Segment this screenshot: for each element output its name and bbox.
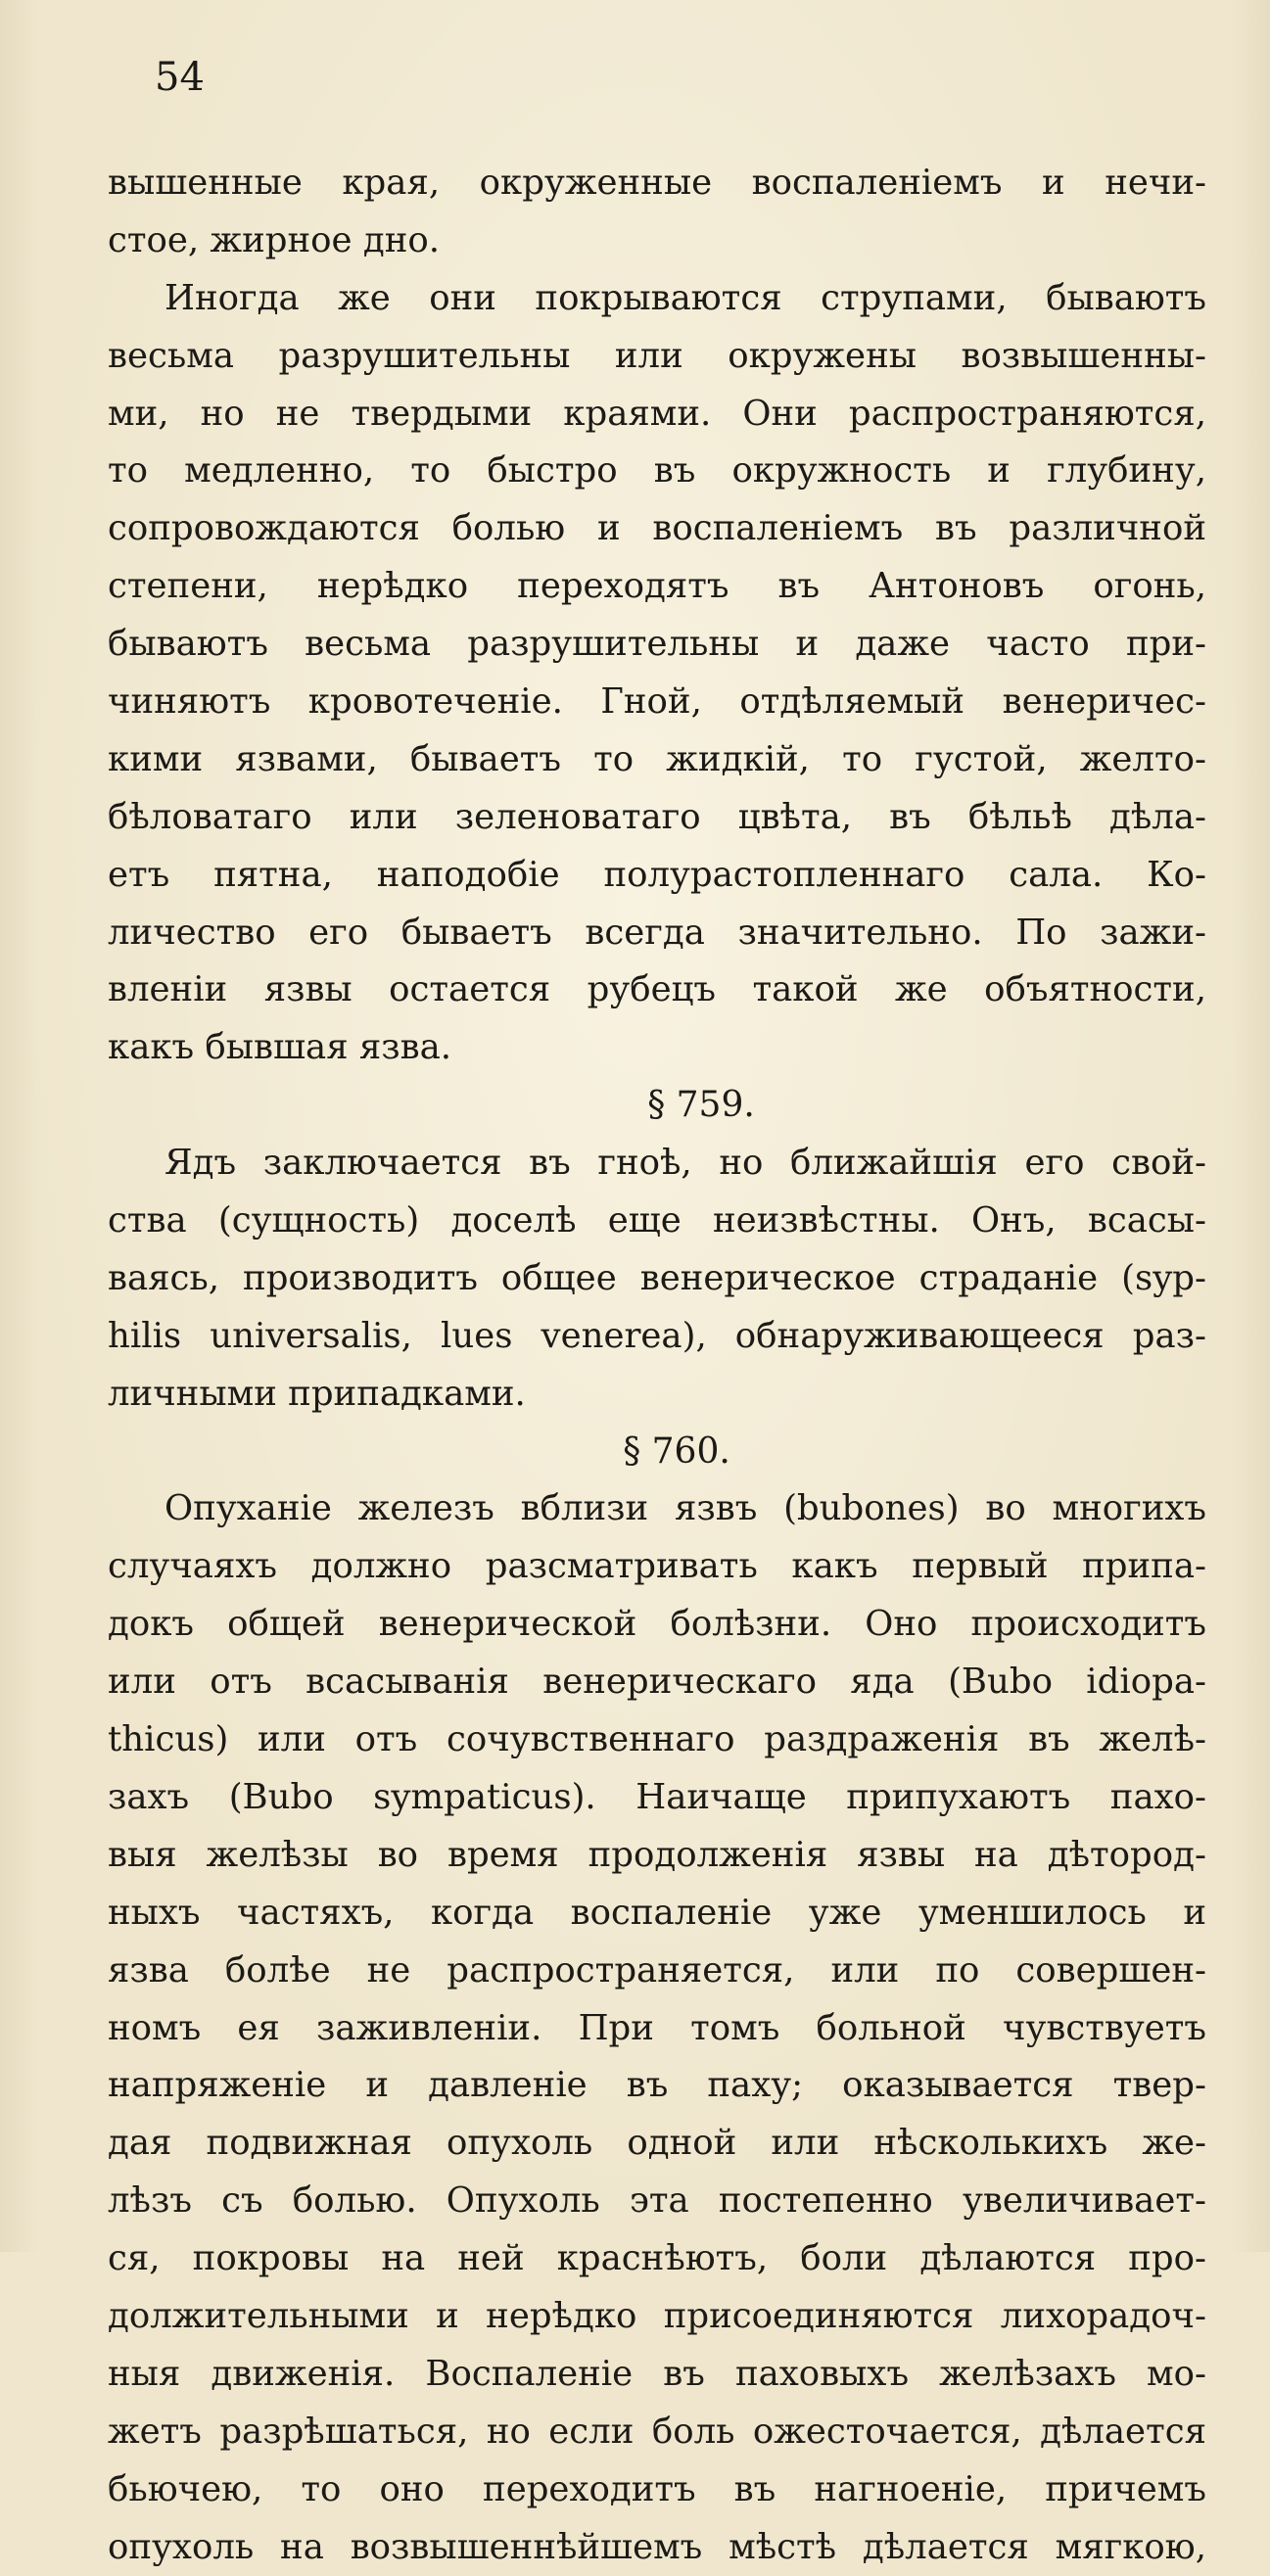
page-number: 54 [155, 55, 205, 100]
text-line: thicus) или отъ сочувственнаго раздраженія въ желѣ- [108, 1719, 1206, 1760]
text-line: язва болѣе не распространяется, или по совершен- [108, 1949, 1206, 1991]
text-line: какъ бывшая язва. [108, 1027, 452, 1068]
paragraph-first-line: Иногда же они покрываются струпами, бываютъ [165, 277, 1206, 318]
text-line: или отъ всасыванія венерическаго яда (Bubo idiopa- [108, 1662, 1206, 1703]
text-line: вышенные края, окруженные воспаленіемъ и нечи- [108, 163, 1206, 203]
body-text [108, 155, 1206, 2576]
text-line: ся, покровы на ней краснѣютъ, боли дѣлаются про- [108, 2238, 1206, 2279]
text-line: случаяхъ должно разсматривать какъ первый припа- [108, 1546, 1206, 1587]
text-line: степени, нерѣдко переходятъ въ Антоновъ огонь, [108, 566, 1206, 607]
text-line: ми, но не твердыми краями. Они распространяются, [108, 393, 1206, 434]
text-line: сопровождаются болью и воспаленіемъ въ различной [108, 508, 1206, 549]
section-heading-760: § 760. [623, 1430, 730, 1472]
text-line: ства (сущность) доселѣ еще неизвѣстны. Онъ, всасы- [108, 1200, 1206, 1241]
text-line: то медленно, то быстро въ окружность и глубину, [108, 450, 1206, 492]
text-line: номъ ея заживленіи. При томъ больной чувствуетъ [108, 2007, 1206, 2048]
text-line: захъ (Bubo sympaticus). Наичаще припухаютъ пахо- [108, 1776, 1206, 1817]
paragraph-first-line: Опуханіе железъ вблизи язвъ (bubones) во многихъ [165, 1488, 1206, 1529]
text-line: лѣзъ съ болью. Опухоль эта постепенно увеличивает- [108, 2180, 1206, 2222]
text-line: етъ пятна, наподобіе полурастопленнаго сала. Ко- [108, 854, 1206, 895]
text-line: докъ общей венерической болѣзни. Оно происходитъ [108, 1604, 1206, 1645]
text-line: кими язвами, бываетъ то жидкій, то густой, желто- [108, 738, 1206, 779]
text-line: ваясь, производитъ общее венерическое страданіе (syp- [108, 1257, 1206, 1298]
text-line: дая подвижная опухоль одной или нѣсколькихъ же- [108, 2123, 1206, 2164]
section-heading-759: § 759. [647, 1085, 755, 1126]
text-line: бываютъ весьма разрушительны и даже часто при- [108, 624, 1206, 665]
text-line: ныя движенія. Воспаленіе въ паховыхъ желѣзахъ мо- [108, 2353, 1206, 2394]
text-line: hilis universalis, lues venerea), обнаруживающееся раз- [108, 1315, 1206, 1356]
text-line: должительными и нерѣдко присоединяются лихорадоч- [108, 2295, 1206, 2336]
text-line: стое, жирное дно. [108, 219, 441, 260]
text-line: чиняютъ кровотеченіе. Гной, отдѣляемый венеричес- [108, 681, 1206, 723]
text-line: весьма разрушительны или окружены возвышенны- [108, 335, 1206, 376]
text-line: бьючею, то оно переходитъ въ нагноеніе, причемъ [108, 2468, 1206, 2509]
text-line: жетъ разрѣшаться, но если боль ожесточается, дѣлается [108, 2411, 1206, 2452]
text-line: ныхъ частяхъ, когда воспаленіе уже уменшилось и [108, 1892, 1206, 1933]
text-line: вленіи язвы остается рубецъ такой же объятности, [108, 969, 1206, 1010]
text-line: личество его бываетъ всегда значительно. По зажи- [108, 912, 1206, 953]
text-line: личными припадками. [108, 1373, 526, 1414]
text-line: выя желѣзы во время продолженія язвы на дѣтород- [108, 1834, 1206, 1875]
text-line: напряженіе и давленіе въ паху; оказывается твер- [108, 2065, 1206, 2106]
text-line: опухоль на возвышеннѣйшемъ мѣстѣ дѣлается мягкою, [108, 2526, 1206, 2567]
paragraph-first-line: Ядъ заключается въ гноѣ, но ближайшія его свой- [165, 1143, 1206, 1184]
text-line: бѣловатаго или зеленоватаго цвѣта, въ бѣльѣ дѣла- [108, 796, 1206, 837]
